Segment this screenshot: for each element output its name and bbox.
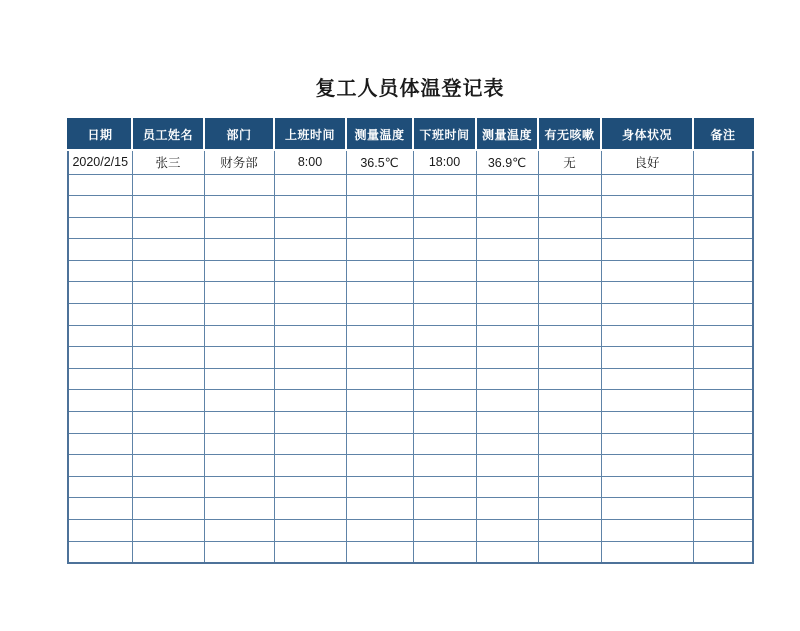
table-row — [68, 304, 753, 326]
table-row — [68, 368, 753, 390]
table-row — [68, 390, 753, 412]
empty-cell — [132, 455, 204, 477]
empty-cell — [413, 433, 476, 455]
empty-cell — [132, 239, 204, 261]
data-cell: 18:00 — [413, 150, 476, 174]
empty-cell — [538, 520, 601, 542]
empty-cell — [68, 174, 132, 196]
table-row — [68, 174, 753, 196]
empty-cell — [601, 282, 693, 304]
empty-cell — [346, 498, 413, 520]
empty-cell — [346, 541, 413, 563]
empty-cell — [538, 476, 601, 498]
empty-cell — [413, 304, 476, 326]
empty-cell — [274, 217, 346, 239]
empty-cell — [274, 347, 346, 369]
empty-cell — [68, 239, 132, 261]
empty-cell — [601, 174, 693, 196]
empty-cell — [274, 282, 346, 304]
empty-cell — [346, 282, 413, 304]
column-header: 日期 — [68, 119, 132, 150]
empty-cell — [538, 239, 601, 261]
empty-cell — [538, 174, 601, 196]
empty-cell — [132, 217, 204, 239]
empty-cell — [476, 174, 538, 196]
empty-cell — [413, 174, 476, 196]
empty-cell — [204, 498, 274, 520]
empty-cell — [68, 520, 132, 542]
empty-cell — [204, 433, 274, 455]
empty-cell — [601, 476, 693, 498]
table-row — [68, 260, 753, 282]
empty-cell — [693, 196, 753, 218]
empty-cell — [132, 174, 204, 196]
empty-cell — [68, 455, 132, 477]
table-row — [68, 412, 753, 434]
empty-cell — [601, 260, 693, 282]
empty-cell — [274, 541, 346, 563]
empty-cell — [68, 476, 132, 498]
data-cell: 张三 — [132, 150, 204, 174]
empty-cell — [601, 196, 693, 218]
empty-cell — [538, 541, 601, 563]
empty-cell — [204, 347, 274, 369]
empty-cell — [476, 412, 538, 434]
empty-cell — [601, 390, 693, 412]
empty-cell — [274, 433, 346, 455]
data-cell — [693, 150, 753, 174]
empty-cell — [413, 498, 476, 520]
empty-cell — [68, 541, 132, 563]
empty-cell — [693, 390, 753, 412]
empty-cell — [476, 260, 538, 282]
empty-cell — [413, 217, 476, 239]
empty-cell — [413, 541, 476, 563]
empty-cell — [346, 368, 413, 390]
empty-cell — [601, 541, 693, 563]
empty-cell — [538, 433, 601, 455]
empty-cell — [204, 217, 274, 239]
empty-cell — [476, 304, 538, 326]
empty-cell — [693, 476, 753, 498]
empty-cell — [346, 325, 413, 347]
empty-cell — [601, 498, 693, 520]
empty-cell — [476, 368, 538, 390]
column-header: 有无咳嗽 — [538, 119, 601, 150]
empty-cell — [538, 282, 601, 304]
empty-cell — [476, 196, 538, 218]
empty-cell — [476, 520, 538, 542]
empty-cell — [274, 476, 346, 498]
empty-cell — [476, 541, 538, 563]
empty-cell — [204, 239, 274, 261]
empty-cell — [693, 368, 753, 390]
empty-cell — [413, 476, 476, 498]
table-row — [68, 196, 753, 218]
empty-cell — [346, 260, 413, 282]
empty-cell — [204, 520, 274, 542]
empty-cell — [132, 541, 204, 563]
empty-cell — [274, 239, 346, 261]
table-row — [68, 347, 753, 369]
table-row — [68, 150, 753, 174]
empty-cell — [538, 455, 601, 477]
table-row — [68, 239, 753, 261]
table-row — [68, 325, 753, 347]
empty-cell — [204, 368, 274, 390]
empty-cell — [346, 390, 413, 412]
empty-cell — [132, 433, 204, 455]
column-header: 员工姓名 — [132, 119, 204, 150]
empty-cell — [68, 498, 132, 520]
empty-cell — [693, 260, 753, 282]
empty-cell — [204, 476, 274, 498]
empty-cell — [132, 412, 204, 434]
empty-cell — [476, 455, 538, 477]
empty-cell — [346, 174, 413, 196]
data-cell: 2020/2/15 — [68, 150, 132, 174]
empty-cell — [538, 390, 601, 412]
empty-cell — [476, 433, 538, 455]
column-header: 备注 — [693, 119, 753, 150]
empty-cell — [693, 174, 753, 196]
empty-cell — [413, 282, 476, 304]
table-row — [68, 520, 753, 542]
table-row — [68, 282, 753, 304]
empty-cell — [68, 433, 132, 455]
table-row — [68, 541, 753, 563]
table-row — [68, 433, 753, 455]
empty-cell — [693, 217, 753, 239]
empty-cell — [538, 325, 601, 347]
column-header: 身体状况 — [601, 119, 693, 150]
empty-cell — [538, 412, 601, 434]
empty-cell — [274, 498, 346, 520]
data-cell: 36.5℃ — [346, 150, 413, 174]
empty-cell — [413, 260, 476, 282]
empty-cell — [274, 325, 346, 347]
empty-cell — [693, 541, 753, 563]
table-row — [68, 455, 753, 477]
empty-cell — [274, 174, 346, 196]
empty-cell — [476, 390, 538, 412]
empty-cell — [538, 196, 601, 218]
empty-cell — [68, 282, 132, 304]
empty-cell — [693, 347, 753, 369]
empty-cell — [346, 520, 413, 542]
empty-cell — [274, 520, 346, 542]
empty-cell — [693, 433, 753, 455]
empty-cell — [346, 196, 413, 218]
empty-cell — [274, 196, 346, 218]
empty-cell — [68, 325, 132, 347]
empty-cell — [601, 239, 693, 261]
empty-cell — [346, 304, 413, 326]
empty-cell — [274, 412, 346, 434]
empty-cell — [132, 476, 204, 498]
empty-cell — [68, 196, 132, 218]
empty-cell — [693, 455, 753, 477]
column-header: 测量温度 — [476, 119, 538, 150]
column-header: 测量温度 — [346, 119, 413, 150]
empty-cell — [601, 412, 693, 434]
empty-cell — [693, 282, 753, 304]
empty-cell — [601, 455, 693, 477]
empty-cell — [132, 260, 204, 282]
empty-cell — [204, 325, 274, 347]
empty-cell — [204, 541, 274, 563]
empty-cell — [693, 304, 753, 326]
empty-cell — [476, 282, 538, 304]
empty-cell — [132, 520, 204, 542]
empty-cell — [476, 239, 538, 261]
empty-cell — [413, 347, 476, 369]
empty-cell — [476, 476, 538, 498]
empty-cell — [601, 325, 693, 347]
empty-cell — [601, 520, 693, 542]
empty-cell — [413, 196, 476, 218]
empty-cell — [476, 325, 538, 347]
empty-cell — [346, 455, 413, 477]
empty-cell — [204, 196, 274, 218]
empty-cell — [413, 520, 476, 542]
table-body — [68, 150, 753, 563]
empty-cell — [132, 304, 204, 326]
empty-cell — [346, 476, 413, 498]
empty-cell — [538, 498, 601, 520]
empty-cell — [413, 455, 476, 477]
empty-cell — [538, 347, 601, 369]
empty-cell — [204, 412, 274, 434]
temperature-register-table — [67, 118, 754, 564]
empty-cell — [274, 260, 346, 282]
empty-cell — [204, 260, 274, 282]
empty-cell — [68, 412, 132, 434]
data-cell: 财务部 — [204, 150, 274, 174]
empty-cell — [413, 368, 476, 390]
empty-cell — [693, 239, 753, 261]
empty-cell — [132, 196, 204, 218]
data-cell: 36.9℃ — [476, 150, 538, 174]
empty-cell — [601, 368, 693, 390]
empty-cell — [68, 260, 132, 282]
data-cell: 8:00 — [274, 150, 346, 174]
empty-cell — [693, 520, 753, 542]
empty-cell — [204, 390, 274, 412]
empty-cell — [346, 347, 413, 369]
empty-cell — [274, 455, 346, 477]
empty-cell — [601, 347, 693, 369]
empty-cell — [68, 217, 132, 239]
empty-cell — [601, 217, 693, 239]
empty-cell — [693, 325, 753, 347]
empty-cell — [346, 412, 413, 434]
empty-cell — [204, 304, 274, 326]
empty-cell — [413, 239, 476, 261]
column-header: 上班时间 — [274, 119, 346, 150]
empty-cell — [476, 217, 538, 239]
empty-cell — [274, 304, 346, 326]
empty-cell — [132, 347, 204, 369]
empty-cell — [132, 390, 204, 412]
empty-cell — [204, 455, 274, 477]
table-row — [68, 217, 753, 239]
empty-cell — [274, 390, 346, 412]
empty-cell — [274, 368, 346, 390]
empty-cell — [346, 239, 413, 261]
page-title: 复工人员体温登记表 — [315, 78, 505, 100]
empty-cell — [413, 412, 476, 434]
empty-cell — [601, 433, 693, 455]
empty-cell — [204, 174, 274, 196]
column-header: 下班时间 — [413, 119, 476, 150]
empty-cell — [538, 368, 601, 390]
table-row — [68, 476, 753, 498]
empty-cell — [132, 282, 204, 304]
empty-cell — [538, 304, 601, 326]
empty-cell — [68, 390, 132, 412]
table-row — [68, 498, 753, 520]
empty-cell — [68, 347, 132, 369]
empty-cell — [132, 325, 204, 347]
empty-cell — [68, 368, 132, 390]
empty-cell — [538, 260, 601, 282]
empty-cell — [476, 498, 538, 520]
empty-cell — [413, 390, 476, 412]
data-cell: 无 — [538, 150, 601, 174]
empty-cell — [132, 498, 204, 520]
empty-cell — [538, 217, 601, 239]
column-header: 部门 — [204, 119, 274, 150]
empty-cell — [476, 347, 538, 369]
empty-cell — [204, 282, 274, 304]
empty-cell — [693, 498, 753, 520]
empty-cell — [601, 304, 693, 326]
data-cell: 良好 — [601, 150, 693, 174]
empty-cell — [413, 325, 476, 347]
empty-cell — [132, 368, 204, 390]
empty-cell — [68, 304, 132, 326]
header-row — [68, 119, 753, 150]
empty-cell — [346, 217, 413, 239]
empty-cell — [346, 433, 413, 455]
empty-cell — [693, 412, 753, 434]
